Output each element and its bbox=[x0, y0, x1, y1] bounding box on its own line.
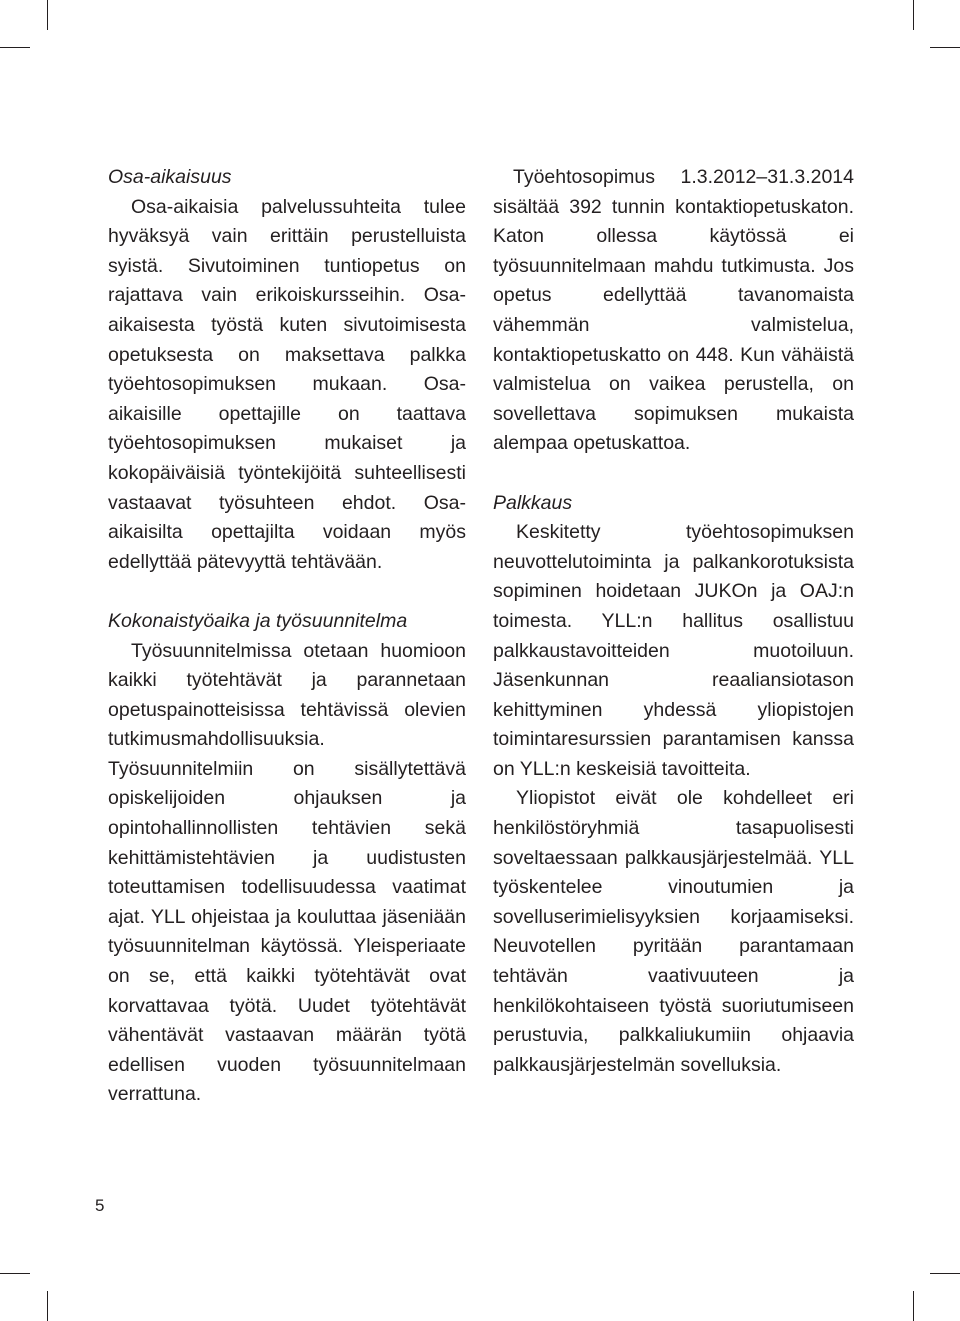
paragraph-gap bbox=[108, 577, 466, 607]
crop-mark-bottom-left bbox=[47, 1291, 48, 1321]
right-column bbox=[493, 163, 854, 1080]
crop-mark-right-bottom bbox=[930, 1273, 960, 1274]
section-heading-osa-aikaisuus: Osa-aikaisuus bbox=[108, 166, 232, 188]
section-heading-kokonaistyoaika: Kokonaistyöaika ja työsuunnitelma bbox=[108, 609, 408, 632]
crop-mark-left-bottom bbox=[0, 1273, 30, 1274]
crop-mark-top-left bbox=[47, 0, 48, 30]
crop-mark-bottom-right bbox=[913, 1291, 914, 1321]
section-heading-palkkaus: Palkkaus bbox=[493, 491, 573, 514]
left-column bbox=[108, 163, 466, 1110]
crop-mark-left-top bbox=[0, 47, 30, 48]
paragraph-kokonaistyoaika: Työsuunnitelmissa otetaan huomioon kaikki työtehtävät ja parannetaan opetuspainotteisissa tehtävissä olevien tutkimusmahdollisuuksia. Työsuunnitelmiin on sisällytettävä opiskelijoiden ohjauksen ja opintohallinnollisten tehtävien sekä kehittämistehtävien ja uudistusten toteuttamisen todellisuudessa vaatimat ajat. YLL ohjeistaa ja kouluttaa jäseniään työsuunnitelman käytössä. Yleisperiaate on se, että kaikki työtehtävät ovat korvattavaa työtä. Uudet työtehtävät vähentävät vastaavan määrän työtä edellisen vuoden työsuunnitelmaan verrattuna. bbox=[108, 639, 466, 1106]
crop-mark-top-right bbox=[913, 0, 914, 30]
paragraph-palkkaus-1: Keskitetty työehtosopimuksen neuvottelutoiminta ja palkankorotuksista sopiminen hoidetaan JUKOn ja OAJ:n toimesta. YLL:n hallitus osallistuu palkkaustavoitteiden muotoiluun. Jäsenkunnan reaaliansiotason kehittyminen yhdessä yliopistojen toimintaresurssien parantamisen kanssa on YLL:n keskeisiä tavoitteita. bbox=[493, 521, 854, 780]
page-number: 5 bbox=[95, 1196, 105, 1215]
crop-mark-right-top bbox=[930, 47, 960, 48]
paragraph-gap bbox=[493, 459, 854, 489]
paragraph-palkkaus-2: Yliopistot eivät ole kohdelleet eri henkilöstöryhmiä tasapuolisesti soveltaessaan palkkausjärjestelmää. YLL työskentelee vinoutumien ja sovelluserimielisyyksien korjaamiseksi. Neuvotellen pyritään parantamaan tehtävän vaativuuteen ja henkilökohtaiseen työstä suoriutumiseen perustuvia, palkkaliukumiin ohjaavia palkkausjärjestelmän sovelluksia. bbox=[493, 787, 854, 1076]
paragraph-tyoehtosopimus: Työehtosopimus 1.3.2012–31.3.2014 sisältää 392 tunnin kontaktiopetuskaton. Katon ollessa käytössä ei työsuunnitelmaan mahdu tutkimusta. Jos opetus edellyttää tavanomaista vähemmän valmistelua, kontaktiopetuskatto on 448. Kun vähäistä valmistelua on vaikea perustella, on sovellettava sopimuksen mukaista alempaa opetuskattoa. bbox=[493, 166, 854, 455]
paragraph-osa-aikaisuus: Osa-aikaisia palvelussuhteita tulee hyväksyä vain erittäin perustelluista syistä. Sivutoiminen tuntiopetus on rajattava vain erikoiskursseihin. Osa-aikaisesta työstä kuten sivutoimisesta opetuksesta on maksettava palkka työehtosopimuksen mukaan. Osa-aikaisille opettajille on taattava työehtosopimuksen mukaiset ja kokopäiväisiä työntekijöitä suhteellisesti vastaavat työsuhteen ehdot. Osa-aikaisilta opettajilta voidaan myös edellyttää pätevyyttä tehtävään. bbox=[108, 195, 466, 573]
